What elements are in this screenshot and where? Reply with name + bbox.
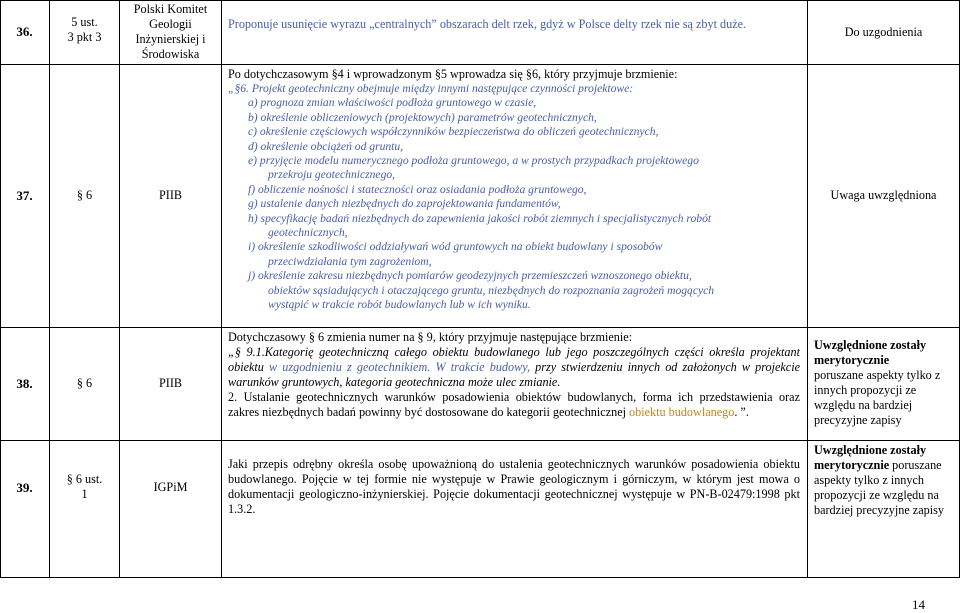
paragraph-1-insert: W trakcie budowy,: [435, 360, 531, 374]
resolution-status: [814, 443, 954, 518]
item-list: [228, 96, 804, 312]
provision-reference: § 6: [76, 188, 93, 202]
status-headline: Uwzględnione zostały merytorycznie: [814, 338, 927, 367]
submitting-entity: PIIB: [158, 376, 183, 390]
list-item: e) przyjęcie modelu numerycznego podłoża gruntowego, a w prostych przypadkach projektowego: [248, 154, 699, 168]
list-item: g) ustalenie danych niezbędnych do zaprojektowania fundamentów,: [248, 197, 561, 211]
list-item-continuation: przeciwdziałania tym zagrożeniom,: [268, 254, 432, 268]
paragraph-1-text: „§ 9.1.Kategorię geotechniczną całego obiektu budowlanego lub jego poszczególnych części określa projektant obiektu: [228, 345, 800, 374]
list-item-continuation: geotechnicznych,: [268, 226, 348, 240]
list-item: f) obliczenie nośności i stateczności oraz osiadania podłoża gruntowego,: [248, 182, 587, 196]
provision-reference: § 6: [76, 376, 93, 390]
provision-reference: 5 ust. 3 pkt 3: [67, 15, 102, 44]
resolution-status: Do uzgodnienia: [844, 25, 923, 39]
paragraph-2-insert: obiektu budowlanego: [629, 405, 735, 419]
row-number: 36.: [16, 24, 33, 39]
paragraph-heading: „§6. Projekt geotechniczny obejmuje między innymi następujące czynności projektowe:: [228, 82, 634, 95]
list-item: i) określenie szkodliwości oddziaływań wód gruntowych na obiekt budowlany i sposobów: [248, 240, 663, 254]
list-item: c) określenie częściowych współczynników bezpieczeństwa do obliczeń geotechnicznych,: [248, 125, 659, 139]
list-item: d) określenie obciążeń od gruntu,: [248, 139, 404, 153]
paragraph-2-end: . ”.: [734, 405, 749, 419]
remark-intro: Dotychczasowy § 6 zmienia numer na § 9, który przyjmuje następujące brzmienie:: [228, 330, 633, 344]
submitting-entity: PIIB: [158, 188, 183, 202]
list-item: b) określenie obliczeniowych (projektowych) parametrów geotechnicznych,: [248, 110, 597, 124]
submitting-entity: Polski Komitet Geologii Inżynierskiej i Środowiska: [133, 2, 208, 61]
paragraph-1: [228, 345, 800, 390]
resolution-status: [814, 338, 954, 428]
list-item-continuation: przekroju geotechnicznego,: [268, 168, 396, 182]
remark-text: Jaki przepis odrębny określa osobę upoważnioną do ustalenia geotechnicznych warunków posadowienia obiektu budowlanego. Pojęcie w tej formie nie występuje w Prawie geologicznym i górniczym, w którym jest mowa o dokumentacji geologiczno-inżynierskiej. Pojęcie dokumentacji geotechnicznej występuje w PN-B-02479:1998 pkt 1.3.2.: [228, 457, 800, 516]
remark-text: Proponuje usunięcie wyrazu „centralnych” obszarach delt rzek, gdyż w Polsce delty rzek nie są zbyt duże.: [228, 17, 747, 31]
status-detail: poruszane aspekty tylko z innych propozycji ze względu na bardziej precyzyjne zapisy: [814, 368, 941, 427]
paragraph-2-text: 2. Ustalanie geotechnicznych warunków posadowienia obiektów budowlanych, forma ich przedstawienia oraz zakres niezbędnych badań powinny być dostosowane do kategorii geotechnicznej: [228, 390, 800, 419]
paragraph-1-insert: w uzgodnieniu z geotechnikiem.: [269, 360, 431, 374]
page-number: 14: [912, 597, 925, 612]
row-number: 37.: [16, 188, 33, 203]
list-item: h) specyfikację badań niezbędnych do zapewnienia jakości robót ziemnych i specjalistycznych robót: [248, 211, 712, 225]
provision-reference: § 6 ust. 1: [66, 472, 103, 501]
submitting-entity: IGPiM: [153, 480, 188, 494]
list-item: a) prognoza zmian właściwości podłoża gruntowego w czasie,: [248, 96, 537, 110]
paragraph-2: [228, 390, 800, 420]
paragraph-1-text: przy stwierdzeniu innych od założonych w projekcie warunków gruntowych, kategoria geotechniczna może ulec zmianie.: [228, 360, 800, 389]
row-number: 38.: [16, 376, 33, 391]
list-item-continuation: obiektów sąsiadujących i otaczającego gruntu, niezbędnych do rozpoznania zagrożeń mogących: [268, 283, 715, 297]
status-detail: poruszane aspekty tylko z innych propozycji ze względu na bardziej precyzyjne zapisy: [814, 458, 944, 517]
resolution-status: Uwaga uwzględniona: [830, 188, 937, 202]
row-number: 39.: [16, 480, 33, 495]
remark-block: [228, 67, 804, 313]
list-item: j) określenie zakresu niezbędnych pomiarów geodezyjnych przemieszczeń wznoszonego obiektu,: [248, 269, 692, 283]
status-headline: Uwzględnione zostały merytorycznie: [814, 443, 927, 472]
remark-block: [228, 330, 800, 420]
list-item-continuation: wystąpić w trakcie robót budowlanych lub w ich wyniku.: [268, 298, 531, 312]
remark-intro: Po dotychczasowym §4 i wprowadzonym §5 wprowadza się §6, który przyjmuje brzmienie:: [228, 67, 678, 81]
